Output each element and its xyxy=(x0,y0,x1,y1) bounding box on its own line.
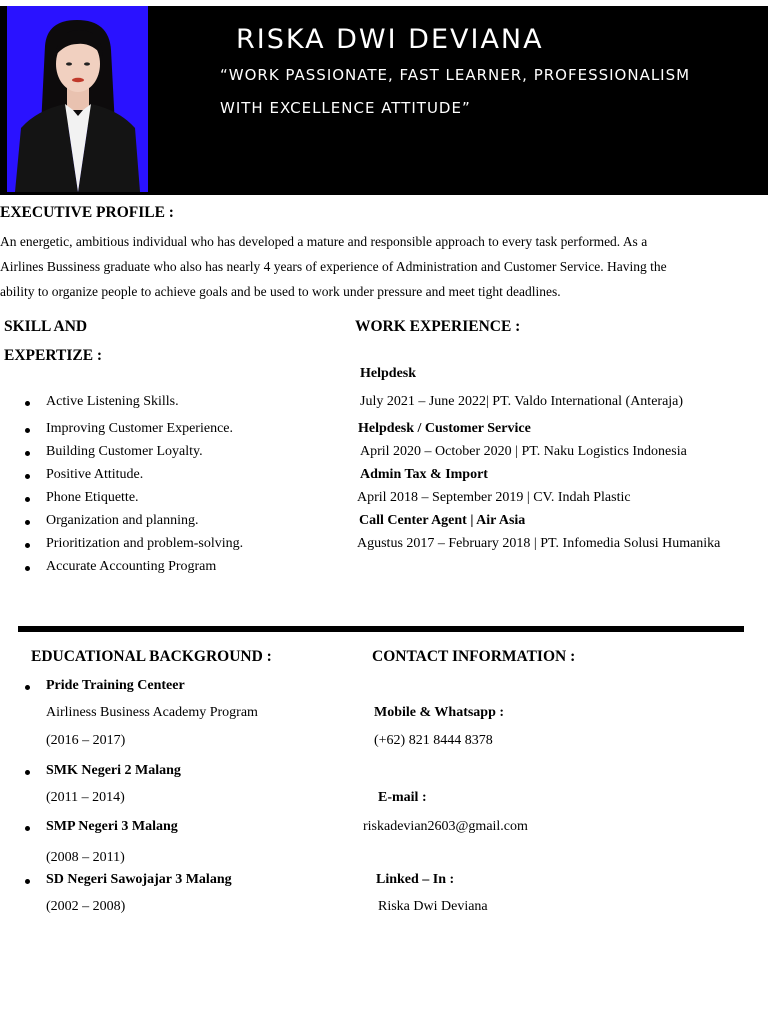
profile-line-3: ability to organize people to achieve goals and be used to work under pressure and meet tight deadlines. xyxy=(0,284,561,299)
linkedin-link[interactable]: Riska Dwi Deviana xyxy=(378,899,488,914)
school-years: (2008 – 2011) xyxy=(46,850,125,865)
bullet-icon xyxy=(25,879,30,884)
section-divider xyxy=(18,626,744,632)
education-heading: EDUCATIONAL BACKGROUND : xyxy=(31,648,272,665)
bullet-icon xyxy=(25,474,30,479)
school-name: SMP Negeri 3 Malang xyxy=(46,819,178,834)
job-title: Admin Tax & Import xyxy=(360,467,488,482)
skill-item: Phone Etiquette. xyxy=(46,490,139,505)
motto-line-2: WITH EXCELLENCE ATTITUDE” xyxy=(220,99,471,117)
profile-line-2: Airlines Bussiness graduate who also has nearly 4 years of experience of Administration and Customer Service. Having the xyxy=(0,259,667,274)
job-title: Call Center Agent | Air Asia xyxy=(359,513,526,528)
bullet-icon xyxy=(25,401,30,406)
skill-item: Positive Attitude. xyxy=(46,467,144,482)
skill-item: Improving Customer Experience. xyxy=(46,421,234,436)
portrait-image xyxy=(7,6,148,192)
bullet-icon xyxy=(25,497,30,502)
contact-heading: CONTACT INFORMATION : xyxy=(372,648,576,665)
skill-item: Building Customer Loyalty. xyxy=(46,444,203,459)
profile-heading: EXECUTIVE PROFILE : xyxy=(0,204,174,221)
mobile-number[interactable]: (+62) 821 8444 8378 xyxy=(374,733,493,748)
bullet-icon xyxy=(25,826,30,831)
job-detail: Agustus 2017 – February 2018 | PT. Infomedia Solusi Humanika xyxy=(357,536,721,551)
skill-item: Prioritization and problem-solving. xyxy=(46,536,244,551)
header-banner xyxy=(0,6,768,195)
profile-line-1: An energetic, ambitious individual who has developed a mature and responsible approach to every task performed. As a xyxy=(0,234,648,249)
school-years: (2016 – 2017) xyxy=(46,733,126,748)
email-label: E-mail : xyxy=(378,790,427,805)
school-name: Pride Training Centeer xyxy=(46,678,185,693)
bullet-icon xyxy=(25,770,30,775)
skills-heading-line-2: EXPERTIZE : xyxy=(4,347,103,364)
profile-photo xyxy=(7,6,148,192)
school-years: (2011 – 2014) xyxy=(46,790,125,805)
job-detail: July 2021 – June 2022| PT. Valdo International (Anteraja) xyxy=(360,394,684,409)
bullet-icon xyxy=(25,566,30,571)
job-detail: April 2018 – September 2019 | CV. Indah Plastic xyxy=(357,490,631,505)
motto-line-1: “WORK PASSIONATE, FAST LEARNER, PROFESSIONALISM xyxy=(220,66,691,84)
school-years: (2002 – 2008) xyxy=(46,899,126,914)
linkedin-label: Linked – In : xyxy=(376,872,455,887)
bullet-icon xyxy=(25,520,30,525)
experience-heading: WORK EXPERIENCE : xyxy=(355,318,521,335)
skill-item: Active Listening Skills. xyxy=(46,394,179,409)
email-link[interactable]: riskadevian2603@gmail.com xyxy=(363,819,528,834)
bullet-icon xyxy=(25,685,30,690)
skills-heading-line-1: SKILL AND xyxy=(4,318,88,335)
school-program: Airliness Business Academy Program xyxy=(46,705,258,720)
skill-item: Organization and planning. xyxy=(46,513,199,528)
bullet-icon xyxy=(25,451,30,456)
job-title: Helpdesk xyxy=(360,366,417,381)
job-detail: April 2020 – October 2020 | PT. Naku Logistics Indonesia xyxy=(360,444,687,459)
mobile-label: Mobile & Whatsapp : xyxy=(374,705,505,720)
bullet-icon xyxy=(25,428,30,433)
skill-item: Accurate Accounting Program xyxy=(46,559,217,574)
candidate-name: RISKA DWI DEVIANA xyxy=(236,24,544,55)
school-name: SD Negeri Sawojajar 3 Malang xyxy=(46,872,232,887)
job-title: Helpdesk / Customer Service xyxy=(358,421,531,436)
school-name: SMK Negeri 2 Malang xyxy=(46,763,181,778)
bullet-icon xyxy=(25,543,30,548)
